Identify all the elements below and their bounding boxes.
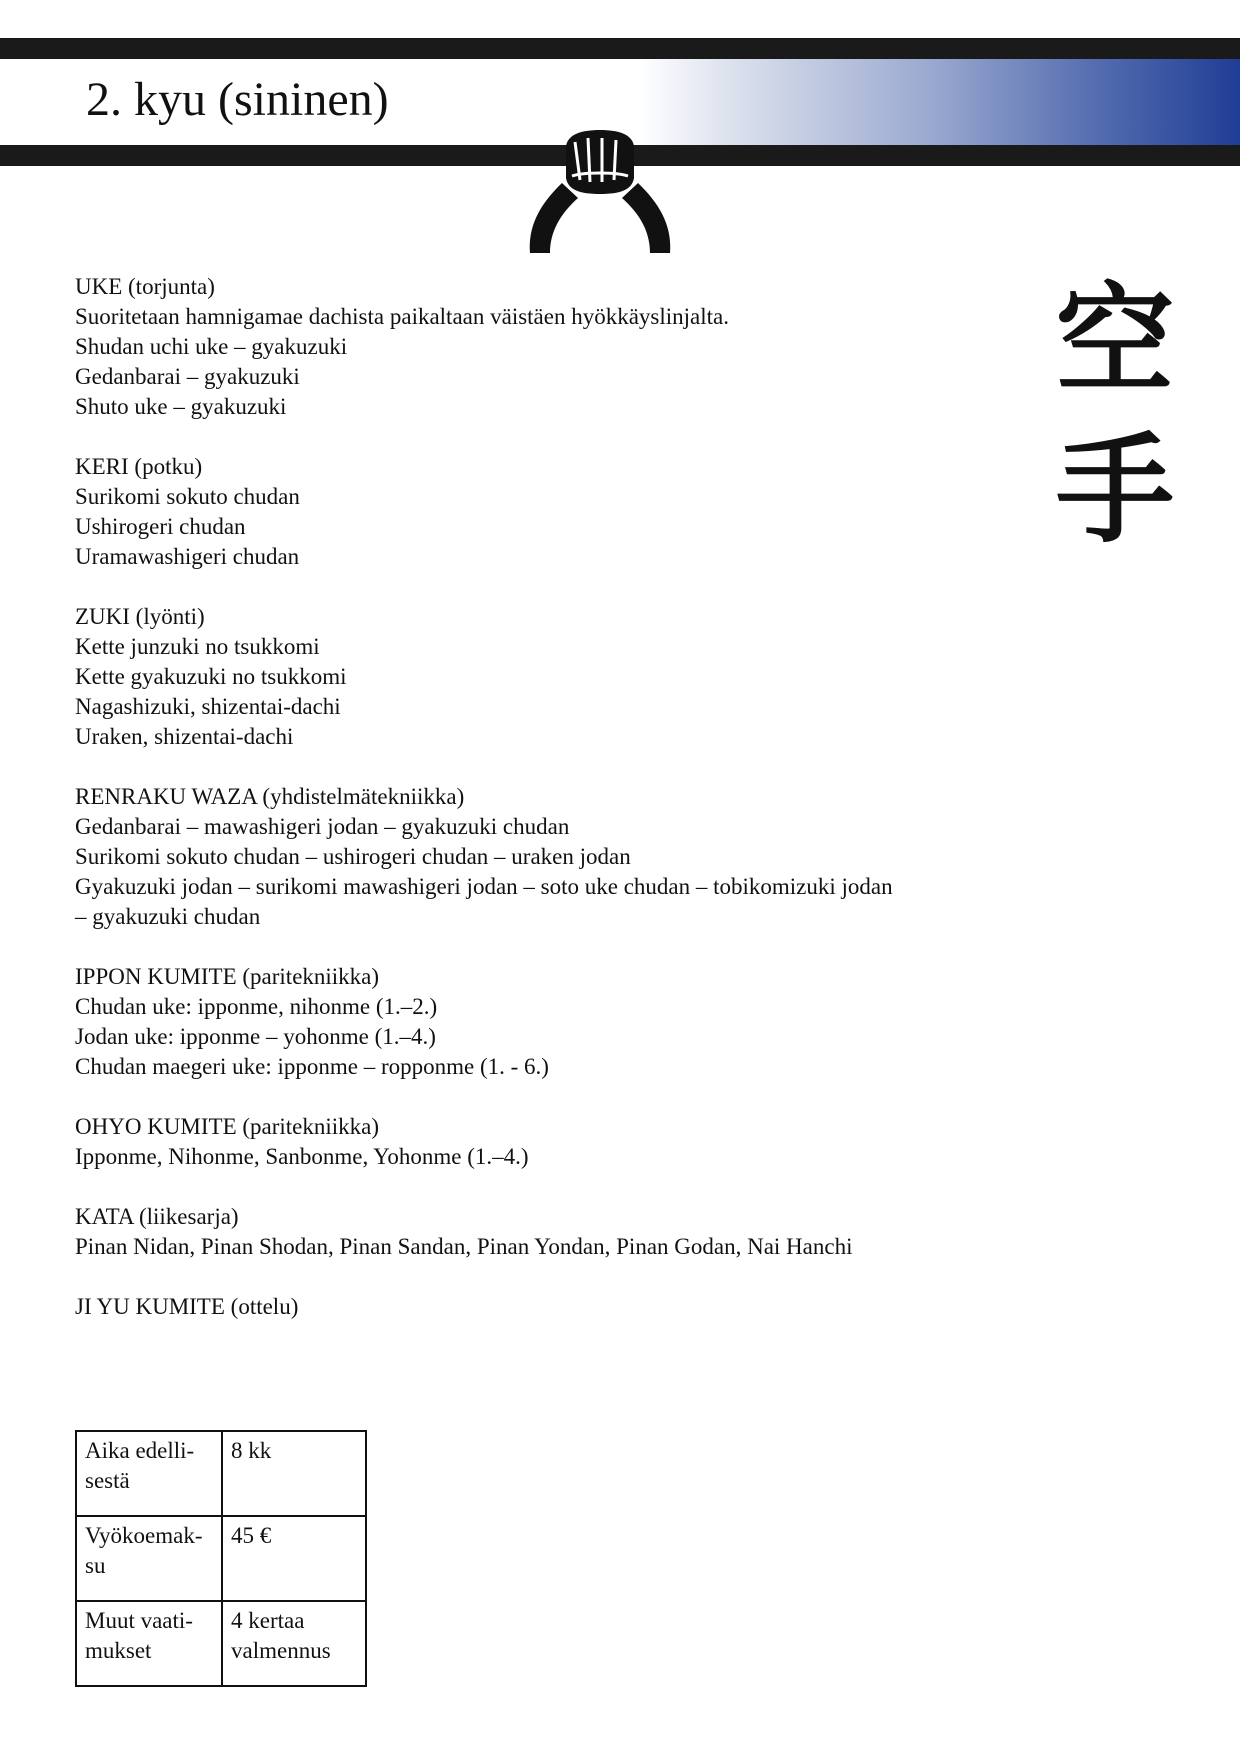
- section-heading: ZUKI (lyönti): [75, 604, 205, 629]
- table-row: [76, 1601, 366, 1686]
- cell-line: sestä: [85, 1468, 130, 1493]
- section-heading: OHYO KUMITE (paritekniikka): [75, 1114, 380, 1139]
- kanji-te: 手: [1055, 421, 1174, 559]
- section-ji-yu-kumite: [75, 1292, 1005, 1322]
- section-kata: [75, 1202, 1005, 1262]
- technique-line: Surikomi sokuto chudan – ushirogeri chudan – uraken jodan: [75, 844, 631, 869]
- section-heading: JI YU KUMITE (ottelu): [75, 1294, 299, 1319]
- technique-line: Pinan Nidan, Pinan Shodan, Pinan Sandan, Pinan Yondan, Pinan Godan, Nai Hanchi: [75, 1234, 853, 1259]
- cell-line: Muut vaati-: [85, 1608, 193, 1633]
- technique-line: Gedanbarai – mawashigeri jodan – gyakuzuki chudan: [75, 814, 570, 839]
- section-uke: [75, 272, 1005, 422]
- technique-line: Surikomi sokuto chudan: [75, 484, 300, 509]
- section-heading: RENRAKU WAZA (yhdistelmätekniikka): [75, 784, 465, 809]
- technique-line: Gyakuzuki jodan – surikomi mawashigeri jodan – soto uke chudan – tobikomizuki jodan: [75, 874, 893, 899]
- technique-line: Shuto uke – gyakuzuki: [75, 394, 287, 419]
- table-value-cell: [222, 1516, 366, 1601]
- section-keri: [75, 452, 1005, 572]
- section-renraku-waza: [75, 782, 1005, 932]
- cell-line: mukset: [85, 1638, 152, 1663]
- section-heading: IPPON KUMITE (paritekniikka): [75, 964, 380, 989]
- cell-line: 4 kertaa: [231, 1608, 305, 1633]
- table-value-cell: [222, 1431, 366, 1516]
- table-label-cell: [76, 1601, 222, 1686]
- technique-line: Jodan uke: ipponme – yohonme (1.–4.): [75, 1024, 436, 1049]
- technique-line: Gedanbarai – gyakuzuki: [75, 364, 300, 389]
- technique-line: Ushirogeri chudan: [75, 514, 246, 539]
- section-zuki: [75, 602, 1005, 752]
- kanji-sora: 空: [1055, 271, 1174, 409]
- table-label-cell: [76, 1516, 222, 1601]
- cell-line: Aika edelli-: [85, 1438, 195, 1463]
- karate-kanji: [1050, 265, 1180, 565]
- cell-line: valmennus: [231, 1638, 331, 1663]
- requirements-table: [75, 1430, 367, 1687]
- technique-line: Chudan uke: ipponme, nihonme (1.–2.): [75, 994, 438, 1019]
- table-row: [76, 1516, 366, 1601]
- table-label-cell: [76, 1431, 222, 1516]
- technique-line: – gyakuzuki chudan: [75, 904, 261, 929]
- curriculum-content: [75, 272, 1005, 1352]
- belt-fist-icon: [520, 128, 680, 258]
- header-top-stripe: [0, 38, 1240, 59]
- section-heading: KATA (liikesarja): [75, 1204, 239, 1229]
- technique-line: Kette junzuki no tsukkomi: [75, 634, 320, 659]
- section-ohyo-kumite: [75, 1112, 1005, 1172]
- section-heading: UKE (torjunta): [75, 274, 215, 299]
- technique-line: Shudan uchi uke – gyakuzuki: [75, 334, 348, 359]
- technique-line: Uraken, shizentai-dachi: [75, 724, 294, 749]
- section-heading: KERI (potku): [75, 454, 203, 479]
- page-title: 2. kyu (sininen): [86, 73, 389, 126]
- technique-line: Ipponme, Nihonme, Sanbonme, Yohonme (1.–4.): [75, 1144, 529, 1169]
- technique-line: Nagashizuki, shizentai-dachi: [75, 694, 341, 719]
- cell-line: Vyökoemak-: [85, 1523, 203, 1548]
- technique-line: Chudan maegeri uke: ipponme – ropponme (1. - 6.): [75, 1054, 549, 1079]
- technique-line: Suoritetaan hamnigamae dachista paikaltaan väistäen hyökkäyslinjalta.: [75, 304, 729, 329]
- cell-line: 45 €: [231, 1523, 272, 1548]
- table-value-cell: [222, 1601, 366, 1686]
- cell-line: su: [85, 1553, 106, 1578]
- cell-line: 8 kk: [231, 1438, 272, 1463]
- technique-line: Uramawashigeri chudan: [75, 544, 300, 569]
- table-row: [76, 1431, 366, 1516]
- section-ippon-kumite: [75, 962, 1005, 1082]
- technique-line: Kette gyakuzuki no tsukkomi: [75, 664, 347, 689]
